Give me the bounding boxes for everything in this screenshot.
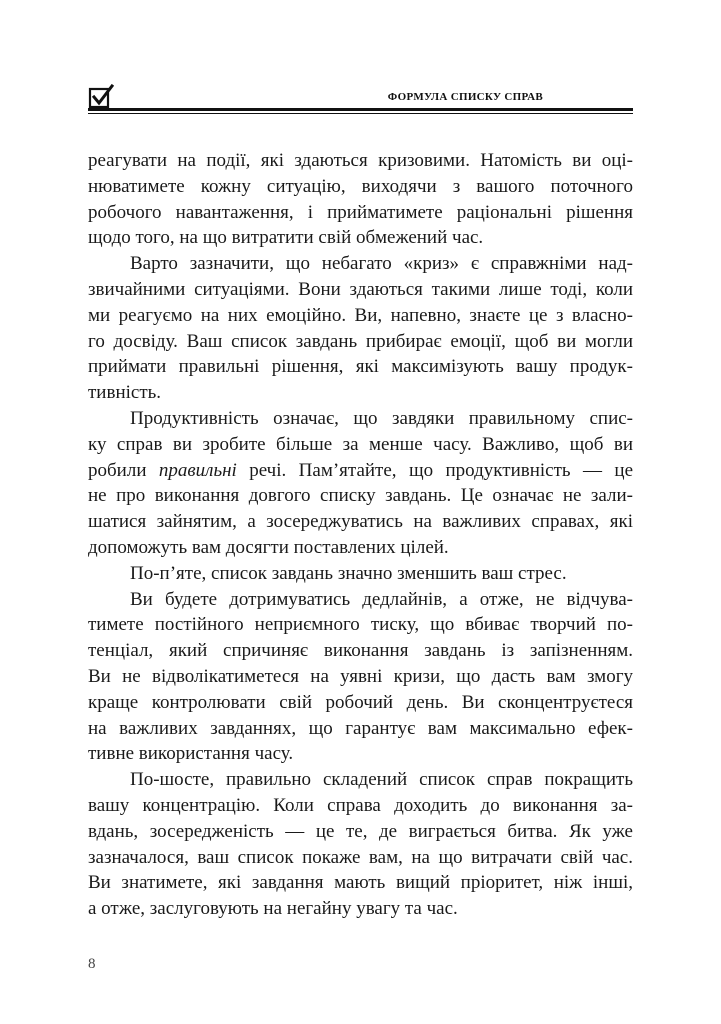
text-line: тивність. — [88, 382, 162, 404]
body-text — [88, 148, 633, 922]
text-line: шатися зайнятим, а зосереджуватись на важливих справах, які — [88, 511, 633, 533]
text-line: на важливих завданнях, що гарантує вам максимально ефек- — [88, 717, 633, 739]
emphasis-text: правильні — [158, 459, 237, 481]
text-line: По-п’яте, список завдань значно зменшить ваш стрес. — [130, 562, 567, 584]
text-line: допоможуть вам досягти поставлених цілей. — [88, 536, 449, 558]
running-header — [88, 84, 633, 114]
text-line: тенціал, який спричиняє виконання завдань із запізненням. — [88, 640, 633, 662]
text-segment: робили — [88, 459, 159, 481]
text-line: реагувати на події, які здаються кризовими. Натомість ви оці- — [88, 150, 633, 171]
text-line: звичайними ситуаціями. Вони здаються такими лише тоді, коли — [88, 278, 633, 300]
text-line: Ви знатимете, які завдання мають вищий пріоритет, ніж інші, — [88, 872, 633, 894]
text-line: робочого навантаження, і прийматимете раціональні рішення — [88, 201, 633, 223]
header-rule-thick — [88, 108, 633, 111]
header-rule-thin — [88, 113, 633, 114]
text-line: нюватимете кожну ситуацію, виходячи з вашого поточного — [88, 175, 633, 197]
text-line: а отже, заслуговують на негайну увагу та час. — [88, 898, 458, 920]
text-line: Ви не відволікатиметеся на уявні кризи, що дасть вам змогу — [88, 665, 633, 687]
text-line: ку справ ви зробите більше за менше часу. Важливо, щоб ви — [88, 433, 633, 455]
text-line: не про виконання довгого списку завдань. Це означає не зали- — [88, 485, 633, 507]
text-line: По-шосте, правильно складений список справ покращить — [130, 769, 633, 791]
text-line: ми реагуємо на них емоційно. Ви, напевно, знаєте це з власно- — [88, 304, 633, 326]
text-line: краще контролювати свій робочий день. Ви сконцентруєтеся — [88, 691, 633, 713]
text-line: вдань, зосередженість — це те, де виграється битва. Як уже — [88, 820, 633, 842]
text-line: тимете постійного неприємного тиску, що вбиває творчий по- — [88, 614, 633, 636]
text-line: вашу концентрацію. Коли справа доходить до виконання за- — [88, 794, 633, 816]
text-segment: речі. Пам’ятайте, що продуктивність — це — [236, 459, 633, 481]
checkbox-checked-icon — [88, 84, 114, 110]
text-line: Варто зазначити, що небагато «криз» є справжніми над- — [130, 253, 633, 275]
text-line — [88, 458, 633, 484]
text-line: Ви будете дотримуватись дедлайнів, а отже, не відчува- — [130, 588, 633, 610]
page-number: 8 — [88, 956, 96, 972]
text-line: тивне використання часу. — [88, 743, 294, 765]
text-line: го досвіду. Ваш список завдань прибирає емоції, щоб ви могли — [88, 330, 633, 352]
running-header-title: ФОРМУЛА СПИСКУ СПРАВ — [387, 91, 543, 103]
text-line: Продуктивність означає, що завдяки правильному спис- — [130, 407, 633, 429]
text-line: приймати правильні рішення, які максимізують вашу продук- — [88, 356, 633, 378]
text-line: зазначалося, ваш список покаже вам, на що витрачати свій час. — [88, 846, 633, 868]
text-line: щодо того, на що витратити свій обмежений час. — [88, 227, 484, 249]
